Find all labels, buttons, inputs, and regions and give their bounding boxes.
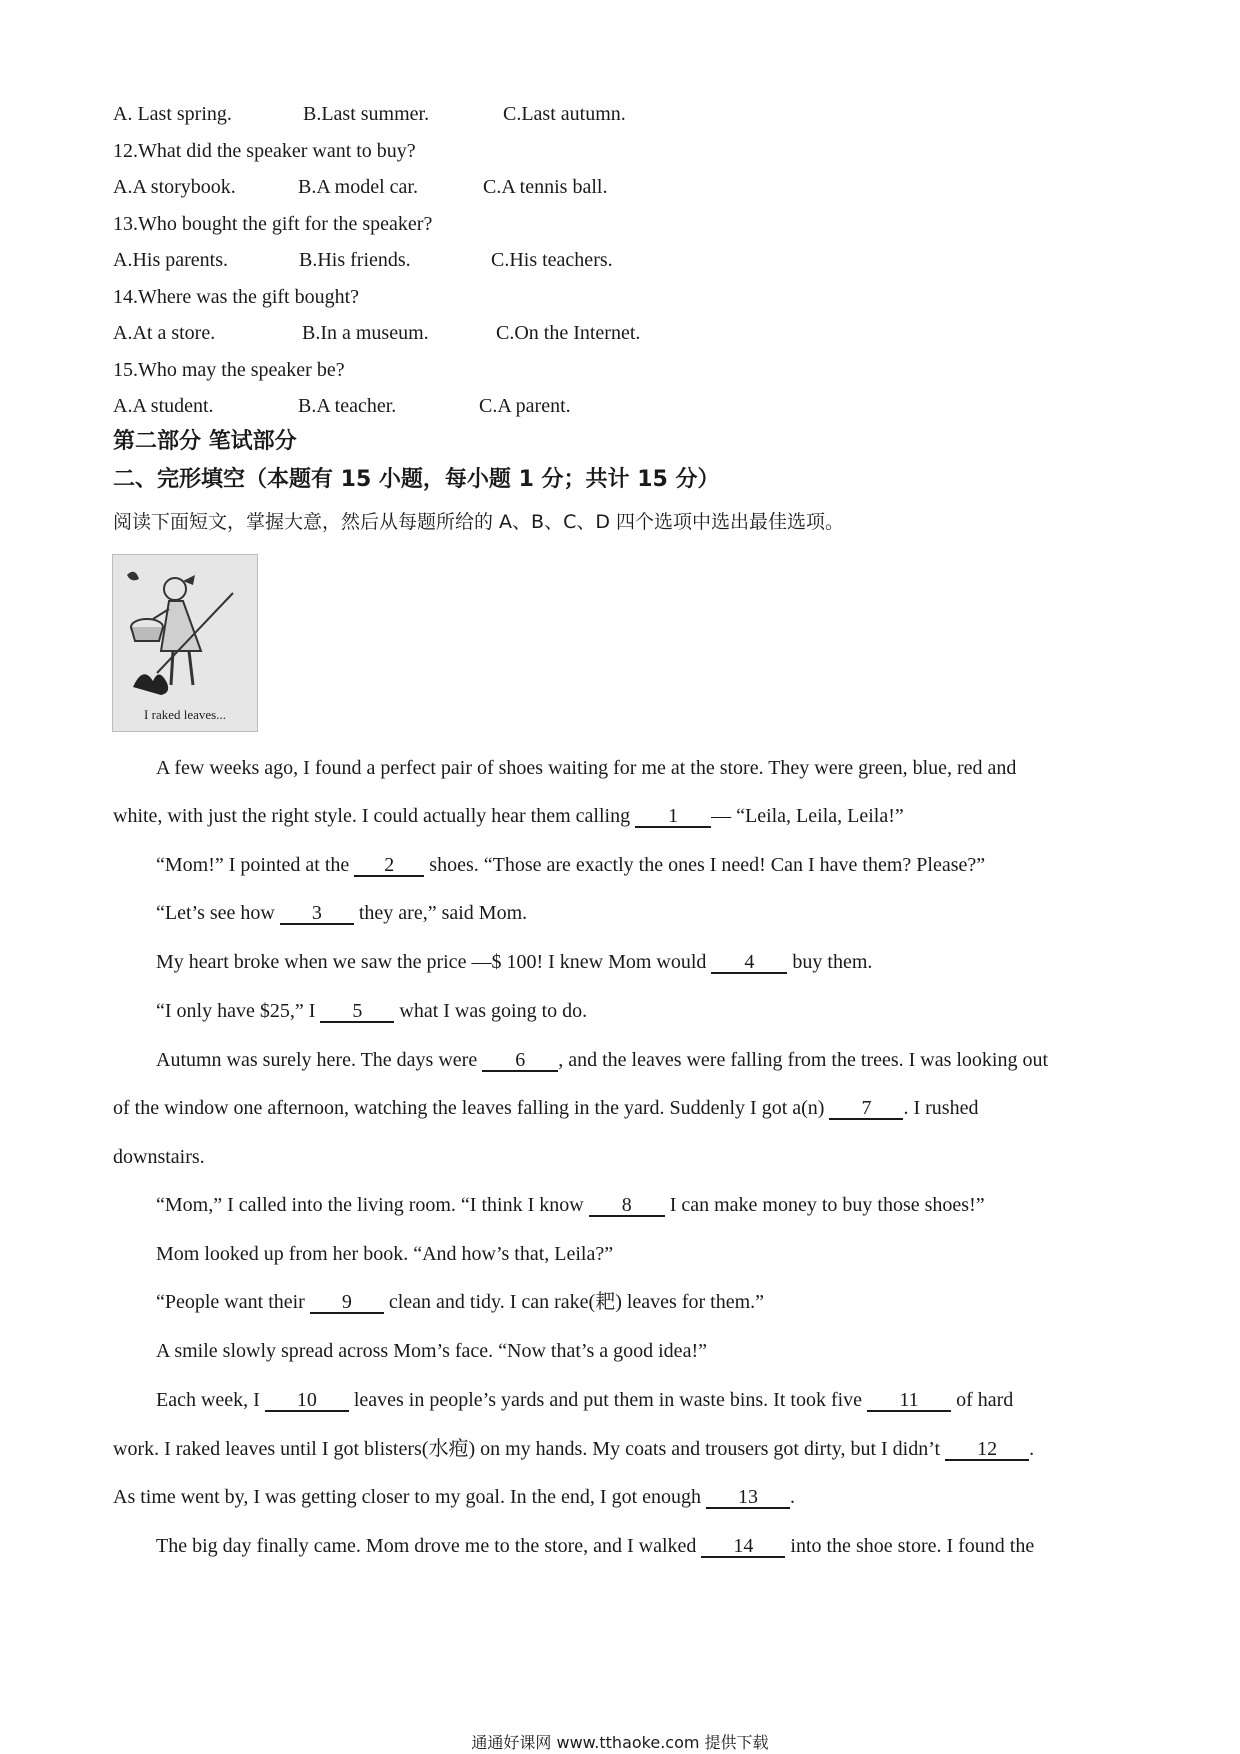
- passage-line-1: A few weeks ago, I found a perfect pair of shoes waiting for me at the store. They were green, blue, red and: [156, 757, 1017, 779]
- question-14: 14.Where was the gift bought?: [113, 286, 360, 308]
- passage-line-7: Autumn was surely here. The days were 6 , and the leaves were falling from the trees. I was looking out: [156, 1049, 1049, 1071]
- q12-option-b: B.A model car.: [298, 176, 418, 198]
- section-two-title: 二、完形填空（本题有 15 小题，每小题 1 分；共计 15 分）: [113, 467, 720, 492]
- blank-14[interactable]: 14: [701, 1536, 785, 1558]
- q12-option-c: C.A tennis ball.: [483, 176, 608, 198]
- passage-line-3: “Mom!” I pointed at the 2 shoes. “Those are exactly the ones I need! Can I have them? Please?”: [156, 854, 986, 876]
- passage-line-6: “I only have $25,” I 5 what I was going to do.: [156, 1000, 588, 1022]
- blank-5[interactable]: 5: [320, 1001, 394, 1023]
- instruction: 阅读下面短文，掌握大意，然后从每题所给的 A、B、C、D 四个选项中选出最佳选项。: [113, 511, 845, 533]
- question-15: 15.Who may the speaker be?: [113, 359, 345, 381]
- q14-option-c: C.On the Internet.: [496, 322, 641, 344]
- passage-line-11: Mom looked up from her book. “And how’s that, Leila?”: [156, 1243, 614, 1265]
- passage-line-15: work. I raked leaves until I got blisters(水疱) on my hands. My coats and trousers got dirty, but I didn’t 12 .: [113, 1438, 1035, 1460]
- passage-line-5: My heart broke when we saw the price —$ 100! I knew Mom would 4 buy them.: [156, 951, 873, 973]
- passage-line-17: The big day finally came. Mom drove me to the store, and I walked 14 into the shoe store. I found the: [156, 1535, 1035, 1557]
- blank-7[interactable]: 7: [829, 1098, 903, 1120]
- passage-line-2: white, with just the right style. I could actually hear them calling 1 — “Leila, Leila, Leila!”: [113, 805, 904, 827]
- blank-11[interactable]: 11: [867, 1390, 951, 1412]
- q11-option-c: C.Last autumn.: [503, 103, 626, 125]
- illustration-girl-raking: [112, 554, 258, 732]
- picture-caption: I raked leaves...: [144, 707, 226, 722]
- passage-line-12: “People want their 9 clean and tidy. I can rake(耙) leaves for them.”: [156, 1291, 765, 1313]
- q14-option-a: A.At a store.: [113, 322, 216, 344]
- q11-option-a: A. Last spring.: [113, 103, 232, 125]
- blank-10[interactable]: 10: [265, 1390, 349, 1412]
- question-12: 12.What did the speaker want to buy?: [113, 140, 416, 162]
- q15-option-b: B.A teacher.: [298, 395, 397, 417]
- passage-line-14: Each week, I 10 leaves in people’s yards and put them in waste bins. It took five 11 of hard: [156, 1389, 1014, 1411]
- part-two-title: 第二部分 笔试部分: [113, 429, 297, 454]
- passage-line-10: “Mom,” I called into the living room. “I think I know 8 I can make money to buy those shoes!”: [156, 1194, 985, 1216]
- blank-12[interactable]: 12: [945, 1439, 1029, 1461]
- passage-line-13: A smile slowly spread across Mom’s face. “Now that’s a good idea!”: [156, 1340, 707, 1362]
- q13-option-a: A.His parents.: [113, 249, 228, 271]
- q15-option-c: C.A parent.: [479, 395, 571, 417]
- blank-9[interactable]: 9: [310, 1292, 384, 1314]
- blank-1[interactable]: 1: [635, 806, 711, 828]
- blank-4[interactable]: 4: [711, 952, 787, 974]
- question-13: 13.Who bought the gift for the speaker?: [113, 213, 433, 235]
- passage-line-4: “Let’s see how 3 they are,” said Mom.: [156, 902, 528, 924]
- q12-option-a: A.A storybook.: [113, 176, 236, 198]
- blank-3[interactable]: 3: [280, 903, 354, 925]
- page-footer: 通通好课网 www.tthaoke.com 提供下载: [471, 1733, 769, 1752]
- q13-option-c: C.His teachers.: [491, 249, 613, 271]
- blank-2[interactable]: 2: [354, 855, 424, 877]
- passage-line-9: downstairs.: [113, 1146, 205, 1168]
- passage-line-8: of the window one afternoon, watching the leaves falling in the yard. Suddenly I got a(n) 7 . I rushed: [113, 1097, 979, 1119]
- passage-line-16: As time went by, I was getting closer to my goal. In the end, I got enough 13 .: [113, 1486, 796, 1508]
- blank-8[interactable]: 8: [589, 1195, 665, 1217]
- q11-option-b: B.Last summer.: [303, 103, 430, 125]
- blank-13[interactable]: 13: [706, 1487, 790, 1509]
- q13-option-b: B.His friends.: [299, 249, 411, 271]
- q14-option-b: B.In a museum.: [302, 322, 429, 344]
- girl-raking-icon: [113, 555, 257, 731]
- blank-6[interactable]: 6: [482, 1050, 558, 1072]
- q15-option-a: A.A student.: [113, 395, 214, 417]
